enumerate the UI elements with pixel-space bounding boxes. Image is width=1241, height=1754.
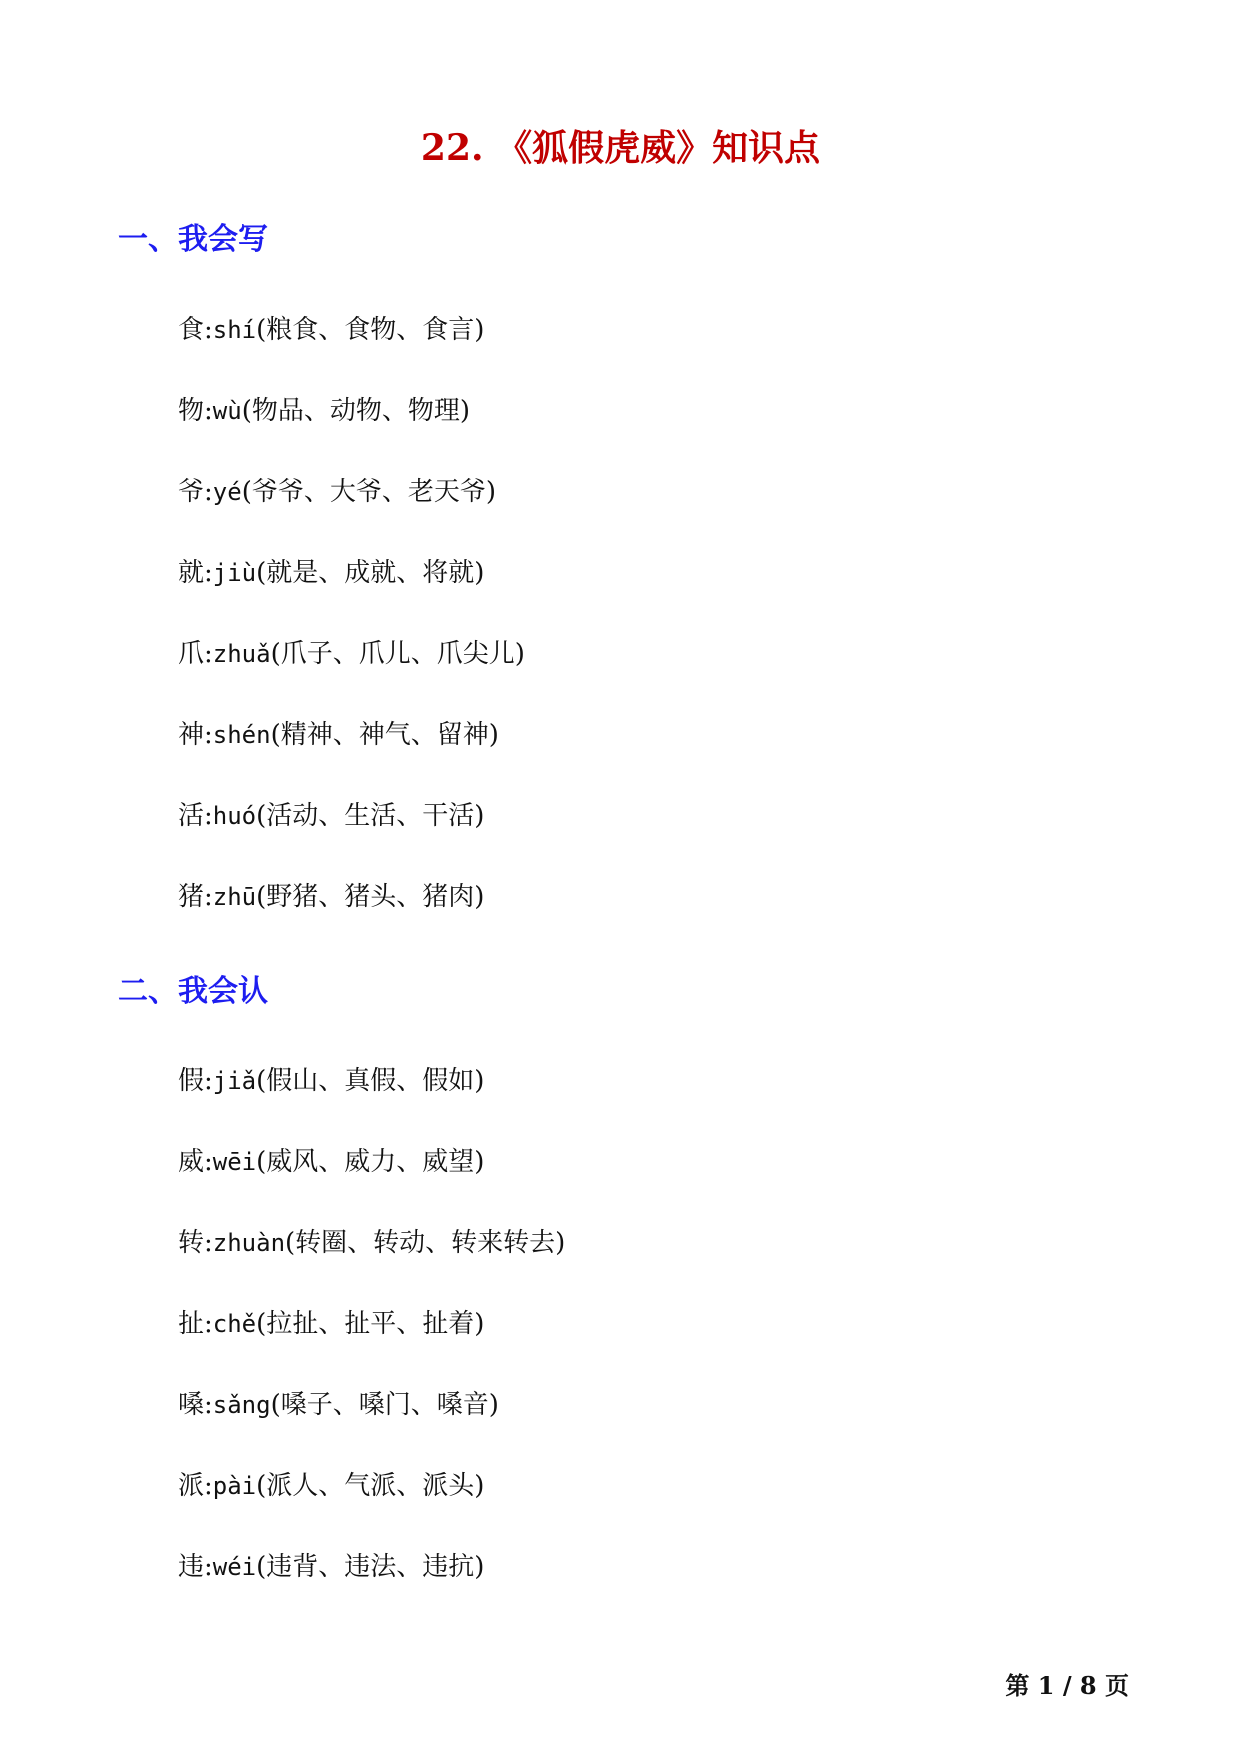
entry-pinyin: jiù — [212, 559, 257, 587]
entry-char: 嗓 — [178, 1390, 205, 1420]
entry-pinyin: wù — [212, 397, 242, 425]
entry-words: (精神、神气、留神) — [270, 720, 499, 750]
entry-char: 食 — [178, 315, 205, 345]
entry-separator: : — [204, 882, 213, 912]
entry-char: 活 — [178, 801, 205, 831]
entry-char: 爷 — [178, 477, 205, 507]
list-item — [178, 875, 484, 919]
list-item — [178, 470, 496, 514]
list-item — [178, 1221, 565, 1265]
list-item — [178, 1059, 484, 1103]
entry-words: (违背、违法、违抗) — [256, 1552, 485, 1582]
entry-pinyin: jiǎ — [212, 1067, 257, 1095]
entry-pinyin: sǎng — [212, 1391, 271, 1419]
entry-words: (假山、真假、假如) — [256, 1066, 485, 1096]
entry-separator: : — [204, 396, 213, 426]
list-item — [178, 632, 525, 676]
entry-pinyin: zhū — [212, 883, 257, 911]
section-heading-write: 一、我会写 — [118, 222, 268, 257]
entry-words: (就是、成就、将就) — [256, 558, 485, 588]
entry-char: 转 — [178, 1228, 205, 1258]
list-item — [178, 1140, 484, 1184]
entry-words: (爷爷、大爷、老天爷) — [241, 477, 496, 507]
entry-separator: : — [204, 1552, 213, 1582]
entry-words: (活动、生活、干活) — [256, 801, 485, 831]
entry-separator: : — [204, 1471, 213, 1501]
entry-char: 猪 — [178, 882, 205, 912]
entry-pinyin: yé — [212, 478, 242, 506]
entry-words: (拉扯、扯平、扯着) — [256, 1309, 485, 1339]
entry-pinyin: shí — [212, 316, 257, 344]
list-item — [178, 1383, 499, 1427]
page-number: 第 1 / 8 页 — [1005, 1671, 1129, 1700]
entry-pinyin: pài — [212, 1472, 257, 1500]
entry-separator: : — [204, 315, 213, 345]
entry-char: 神 — [178, 720, 205, 750]
list-item — [178, 389, 470, 433]
entry-words: (嗓子、嗓门、嗓音) — [270, 1390, 499, 1420]
list-item — [178, 308, 484, 352]
entry-char: 派 — [178, 1471, 205, 1501]
entry-separator: : — [204, 1309, 213, 1339]
entry-pinyin: shén — [212, 721, 271, 749]
entry-words: (野猪、猪头、猪肉) — [256, 882, 485, 912]
entry-separator: : — [204, 477, 213, 507]
entry-pinyin: wéi — [212, 1553, 257, 1581]
list-item — [178, 713, 499, 757]
entry-char: 威 — [178, 1147, 205, 1177]
entry-char: 物 — [178, 396, 205, 426]
page-title: 22. 《狐假虎威》知识点 — [420, 127, 821, 169]
entry-char: 扯 — [178, 1309, 205, 1339]
entry-separator: : — [204, 1390, 213, 1420]
list-item — [178, 1545, 484, 1589]
entry-char: 爪 — [178, 639, 205, 669]
entry-pinyin: wēi — [212, 1148, 257, 1176]
entry-words: (威风、威力、威望) — [256, 1147, 485, 1177]
list-item — [178, 551, 484, 595]
entry-words: (物品、动物、物理) — [241, 396, 470, 426]
entry-char: 违 — [178, 1552, 205, 1582]
entry-separator: : — [204, 801, 213, 831]
list-item — [178, 1464, 484, 1508]
entry-words: (转圈、转动、转来转去) — [285, 1228, 566, 1258]
entry-pinyin: chě — [212, 1310, 257, 1338]
entry-char: 假 — [178, 1066, 205, 1096]
entry-separator: : — [204, 1147, 213, 1177]
list-item — [178, 1302, 484, 1346]
entry-words: (粮食、食物、食言) — [256, 315, 485, 345]
entry-words: (爪子、爪儿、爪尖儿) — [270, 639, 525, 669]
entry-separator: : — [204, 1066, 213, 1096]
entry-separator: : — [204, 720, 213, 750]
entry-separator: : — [204, 558, 213, 588]
section-heading-recognize: 二、我会认 — [118, 974, 268, 1009]
entry-pinyin: huó — [212, 802, 257, 830]
entry-pinyin: zhuǎ — [212, 640, 271, 668]
entry-separator: : — [204, 1228, 213, 1258]
entry-separator: : — [204, 639, 213, 669]
entry-words: (派人、气派、派头) — [256, 1471, 485, 1501]
list-item — [178, 794, 484, 838]
entry-char: 就 — [178, 558, 205, 588]
entry-pinyin: zhuàn — [212, 1229, 286, 1257]
